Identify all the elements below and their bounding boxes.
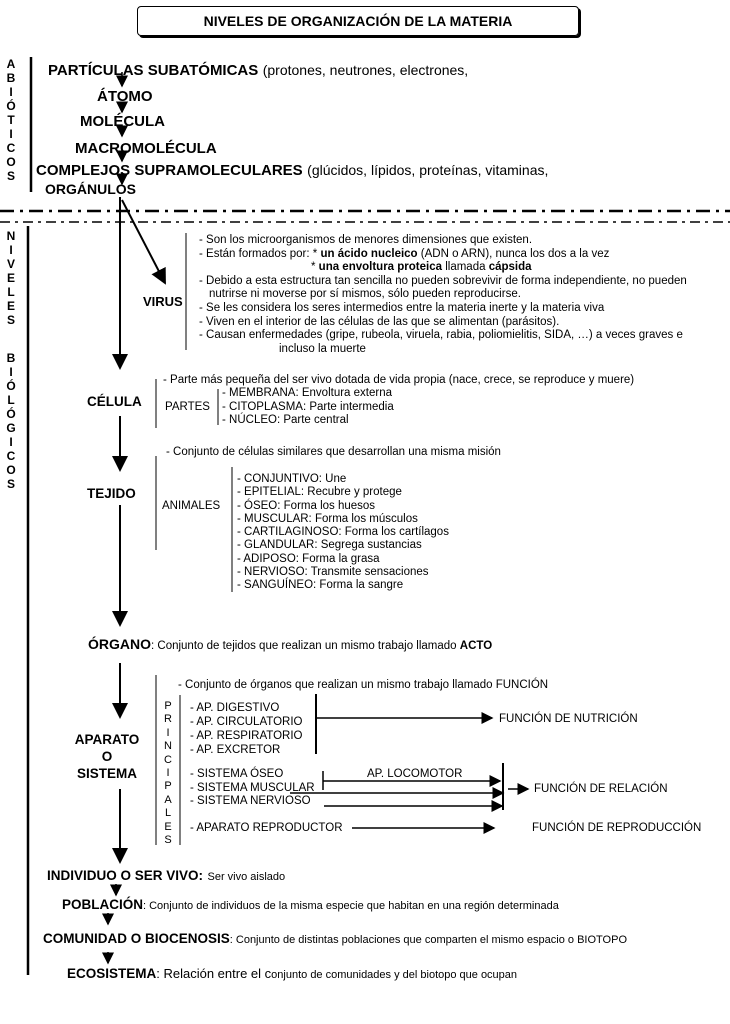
vertical-letter: B: [6, 351, 16, 365]
principales-letter: N: [164, 740, 172, 753]
principales-letter: I: [166, 726, 170, 739]
principales-letter: A: [164, 793, 172, 806]
principales-letter: E: [164, 820, 172, 833]
ecosistema-definition-cont: onjunto de comunidades y del biotopo que ocupan: [271, 969, 518, 981]
vertical-letter: C: [6, 141, 16, 155]
nutricion-item: - AP. DIGESTIVO: [190, 702, 280, 714]
tejido-animales-label: ANIMALES: [162, 500, 221, 512]
title-text: NIVELES DE ORGANIZACIÓN DE LA MATERIA: [203, 13, 513, 29]
vertical-letter: Ó: [6, 99, 16, 113]
nutricion-list: [190, 701, 302, 757]
organo-acto: ACTO: [459, 640, 493, 652]
poblacion-definition: : Conjunto de individuos de la misma especie que habitan en una región determinada: [143, 900, 559, 912]
celula-partes-list: [222, 387, 394, 428]
comunidad-label: COMUNIDAD O BIOCENOSIS: [43, 931, 230, 946]
nivel-organo: [88, 636, 492, 654]
nivel-ecosistema: [67, 965, 517, 983]
vertical-letter: O: [6, 463, 16, 477]
virus-line: - Debido a esta estructura tan sencilla no pueden sobrevivir de forma independiente, no pueden: [199, 274, 687, 287]
vertical-letter: N: [6, 229, 16, 243]
funcion-relacion-label: FUNCIÓN DE RELACIÓN: [534, 783, 668, 795]
nivel-molecula: MOLÉCULA: [80, 113, 165, 130]
principales-letter: R: [164, 713, 172, 726]
vertical-letter: T: [7, 113, 15, 127]
tejido-type: - EPITELIAL: Recubre y protege: [237, 486, 402, 499]
celula-parte: - CITOPLASMA: Parte intermedia: [222, 400, 394, 413]
individuo-label: INDIVIDUO O SER VIVO:: [47, 868, 204, 883]
nutricion-item: - AP. EXCRETOR: [190, 744, 281, 756]
reproductor-item: - APARATO REPRODUCTOR: [190, 822, 343, 834]
vertical-letter: V: [6, 257, 15, 271]
locomotor-label: AP. LOCOMOTOR: [367, 768, 463, 780]
aparato-label-line: SISTEMA: [76, 766, 137, 781]
vertical-letter: I: [9, 127, 13, 141]
virus-line: - Causan enfermedades (gripe, rubeola, viruela, rabia, poliomielitis, SIDA, …) a veces graves e: [199, 329, 683, 342]
nivel-particulas: [48, 62, 468, 80]
nivel-comunidad: [43, 930, 627, 948]
complejos-label: COMPLEJOS SUPRAMOLECULARES: [36, 162, 303, 179]
organo-definition: : Conjunto de tejidos que realizan un mismo trabajo llamado: [151, 640, 460, 652]
aparato-label-line: O: [101, 749, 113, 764]
tejido-type: - CARTILAGINOSO: Forma los cartílagos: [237, 526, 449, 539]
tejido-type: - NERVIOSO: Transmite sensaciones: [237, 566, 429, 579]
vertical-letter: O: [6, 155, 16, 169]
virus-line: - Viven en el interior de las células de las que se alimentan (parásitos).: [199, 315, 560, 328]
nutricion-item: - AP. RESPIRATORIO: [190, 730, 303, 742]
principales-letter: P: [164, 780, 172, 793]
tejido-type: - MUSCULAR: Forma los músculos: [237, 512, 418, 525]
relacion-item: - SISTEMA ÓSEO: [190, 768, 284, 780]
virus-line: incluso la muerte: [279, 342, 366, 355]
virus-label: VIRUS: [143, 294, 183, 309]
virus-line: - Son los microorganismos de menores dimensiones que existen.: [199, 234, 533, 246]
nivel-macromolecula: MACROMOLÉCULA: [75, 140, 217, 157]
virus-line: [199, 248, 687, 262]
virus-text: *: [311, 261, 319, 274]
individuo-definition: Ser vivo aislado: [207, 871, 286, 883]
vertical-letter: I: [9, 435, 13, 449]
virus-bold: un ácido nucleico: [320, 247, 418, 260]
funcion-nutricion-label: FUNCIÓN DE NUTRICIÓN: [499, 713, 638, 725]
comunidad-definition: : Conjunto de distintas poblaciones que comparten el mismo espacio o BIOTOPO: [229, 934, 627, 946]
nutricion-item: - AP. CIRCULATORIO: [190, 716, 303, 728]
relacion-list: [190, 768, 315, 809]
vertical-letter: Ó: [6, 407, 16, 421]
vertical-letter: A: [6, 57, 16, 71]
nivel-individuo: [47, 867, 285, 885]
celula-definition: - Parte más pequeña del ser vivo dotada de vida propia (nace, crece, se reproduce y muere): [163, 374, 635, 386]
relacion-item: - SISTEMA MUSCULAR: [190, 781, 315, 794]
nivel-poblacion: [62, 896, 559, 914]
principales-vertical-label: [163, 700, 173, 847]
virus-bold: cápsida: [488, 261, 532, 274]
virus-line: nutrirse ni moverse por sí mismos, sólo pueden reproducirse.: [209, 288, 521, 301]
tejido-label: TEJIDO: [87, 486, 136, 501]
virus-text: llamada: [442, 261, 489, 274]
tejido-definition: - Conjunto de células similares que desarrollan una misma misión: [166, 446, 501, 458]
virus-bold: una envoltura proteica: [318, 261, 443, 274]
principales-letter: L: [164, 807, 172, 820]
vertical-letter: E: [6, 299, 15, 313]
principales-letter: C: [164, 753, 172, 766]
tejido-type: - SANGUÍNEO: Forma la sangre: [237, 579, 404, 592]
virus-text: - Están formados por: *: [199, 247, 321, 260]
tejido-type: - ÓSEO: Forma los huesos: [237, 499, 376, 512]
nivel-atomo: ÁTOMO: [97, 88, 153, 105]
vertical-letter: L: [7, 393, 15, 407]
vertical-letter: Ó: [6, 379, 16, 393]
particulas-label: PARTÍCULAS SUBATÓMICAS: [48, 62, 259, 79]
vertical-letter: I: [9, 85, 13, 99]
vertical-letter: S: [6, 313, 15, 327]
funcion-reproduccion-label: FUNCIÓN DE REPRODUCCIÓN: [532, 822, 702, 834]
vertical-letter: E: [6, 271, 15, 285]
aparato-definition: - Conjunto de órganos que realizan un mismo trabajo llamado FUNCIÓN: [178, 679, 549, 691]
principales-letter: P: [164, 700, 172, 712]
vertical-letter: G: [6, 421, 16, 435]
tejido-type: - CONJUNTIVO: Une: [237, 473, 347, 485]
vertical-letter: S: [6, 477, 15, 491]
ecosistema-definition: : Relación entre el c: [156, 966, 272, 981]
tejido-types-list: [237, 473, 449, 593]
nivel-organulos: ORGÁNULOS: [45, 181, 136, 197]
ecosistema-label: ECOSISTEMA: [67, 966, 157, 981]
poblacion-label: POBLACIÓN: [62, 897, 143, 912]
principales-letter: S: [164, 834, 172, 847]
nivel-complejos: [36, 162, 548, 180]
vertical-letter: I: [9, 365, 13, 379]
virus-text: (ADN o ARN), nunca los dos a la vez: [417, 247, 610, 260]
celula-parte: - MEMBRANA: Envoltura externa: [222, 387, 393, 399]
celula-parte: - NÚCLEO: Parte central: [222, 414, 349, 427]
celula-partes-label: PARTES: [165, 401, 210, 413]
virus-line: - Se les considera los seres intermedios entre la materia inerte y la materia viva: [199, 301, 605, 314]
vertical-letter: I: [9, 243, 13, 257]
principales-letter: I: [166, 767, 170, 780]
virus-line: [199, 261, 687, 275]
vertical-letter: L: [7, 285, 15, 299]
virus-description: [199, 234, 687, 356]
tejido-type: - ADIPOSO: Forma la grasa: [237, 552, 380, 565]
aparato-label: [73, 731, 141, 782]
vertical-letter: C: [6, 449, 16, 463]
tejido-type: - GLANDULAR: Segrega sustancias: [237, 539, 422, 552]
celula-label: CÉLULA: [87, 394, 142, 409]
complejos-detail: (glúcidos, lípidos, proteínas, vitaminas,: [307, 162, 549, 178]
particulas-detail: (protones, neutrones, electrones,: [262, 62, 469, 78]
relacion-item: - SISTEMA NERVIOSO: [190, 795, 311, 807]
aparato-label-line: APARATO: [74, 732, 140, 747]
vertical-letter: B: [6, 71, 16, 85]
organo-label: ÓRGANO: [88, 636, 151, 652]
vertical-letter: S: [6, 169, 15, 183]
